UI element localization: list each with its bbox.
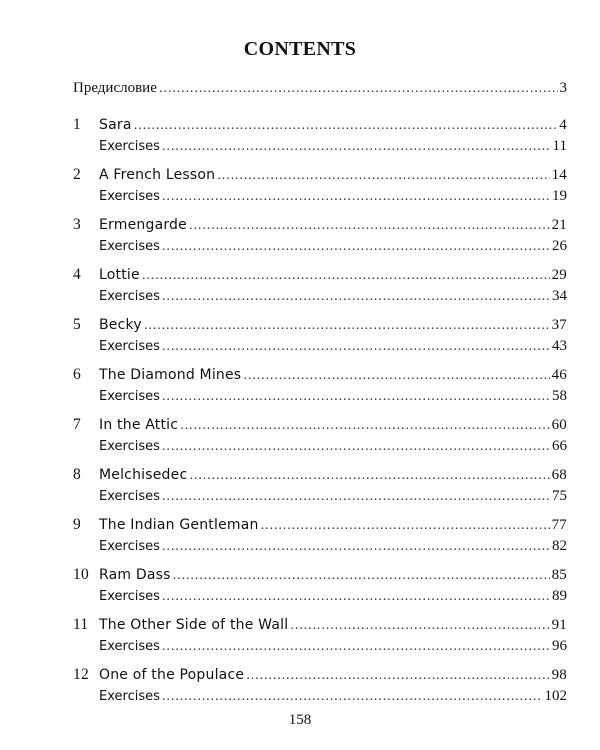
exercises-page: 34 [552,288,567,304]
toc-entry-exercises[interactable] [73,588,567,616]
chapter-number: 2 [73,166,81,183]
chapter-number: 9 [73,516,81,533]
dot-leader [217,168,549,182]
chapter-number: 4 [73,266,81,283]
chapter-page: 91 [551,617,567,633]
chapter-number: 12 [73,666,89,683]
chapter-page: 29 [551,267,567,283]
chapter-number: 1 [73,116,81,133]
toc-entry-chapter[interactable] [73,316,567,338]
dot-leader [162,539,550,553]
chapter-page: 98 [551,667,567,683]
dot-leader [159,81,558,95]
toc-entry-title: Предисловие [73,80,157,96]
toc-entry-chapter[interactable] [73,266,567,288]
exercises-label: Exercises [99,289,160,304]
dot-leader [162,439,550,453]
toc-entry-chapter[interactable] [73,416,567,438]
exercises-page: 75 [552,488,567,504]
dot-leader [243,368,549,382]
exercises-page: 43 [552,338,567,354]
dot-leader [162,689,543,703]
chapter-number: 6 [73,366,81,383]
dot-leader [261,518,550,532]
exercises-page: 11 [552,138,567,154]
dot-leader [246,668,549,682]
dot-leader [162,489,550,503]
dot-leader [180,418,549,432]
chapter-number: 8 [73,466,81,483]
chapter-title: Ram Dass [99,567,171,583]
dot-leader [162,289,550,303]
exercises-label: Exercises [99,339,160,354]
toc-entry-chapter[interactable] [73,116,567,138]
chapter-number: 3 [73,216,81,233]
chapter-page: 4 [559,117,567,133]
toc-entry-exercises[interactable] [73,388,567,416]
dot-leader [162,239,550,253]
exercises-label: Exercises [99,639,160,654]
dot-leader [162,189,550,203]
dot-leader [162,389,550,403]
chapter-page: 21 [551,217,567,233]
exercises-label: Exercises [99,389,160,404]
dot-leader [162,339,550,353]
dot-leader [162,639,550,653]
dot-leader [144,318,550,332]
toc-entry-exercises[interactable] [73,138,567,166]
chapter-page: 60 [551,417,567,433]
toc-entry-chapter[interactable] [73,166,567,188]
toc-entry-chapter[interactable] [73,366,567,388]
dot-leader [290,618,549,632]
chapter-page: 14 [551,167,567,183]
chapter-title: Ermengarde [99,217,187,233]
exercises-page: 96 [552,638,567,654]
chapter-title: In the Attic [99,417,179,433]
chapter-number: 10 [73,566,89,583]
toc-entry-preface[interactable] [73,80,567,110]
chapter-page: 68 [551,467,567,483]
toc-entry-exercises[interactable] [73,488,567,516]
toc-entry-chapter[interactable] [73,216,567,238]
page-number: 158 [288,712,312,728]
page-title: CONTENTS [243,38,357,60]
dot-leader [173,568,550,582]
exercises-label: Exercises [99,239,160,254]
exercises-page: 66 [552,438,567,454]
exercises-label: Exercises [99,439,160,454]
exercises-label: Exercises [99,489,160,504]
toc-entry-chapter[interactable] [73,516,567,538]
exercises-label: Exercises [99,539,160,554]
dot-leader [162,589,550,603]
chapter-title: The Diamond Mines [99,367,242,383]
chapter-page: 85 [551,567,567,583]
chapter-page: 37 [551,317,567,333]
exercises-page: 82 [552,538,567,554]
chapter-title: The Indian Gentleman [99,517,259,533]
chapter-number: 11 [73,616,89,633]
chapter-number: 5 [73,316,81,333]
toc-entry-exercises[interactable] [73,238,567,266]
chapter-title: Lottie [99,267,140,283]
dot-leader [142,268,550,282]
chapter-title: One of the Populace [99,667,245,683]
chapter-number: 7 [73,416,81,433]
exercises-page: 89 [552,588,567,604]
chapter-title: Becky [99,317,142,333]
chapter-list [73,116,567,716]
toc-entry-exercises[interactable] [73,638,567,666]
chapter-page: 46 [551,367,567,383]
exercises-label: Exercises [99,139,160,154]
chapter-title: A French Lesson [99,167,216,183]
table-of-contents [73,80,567,716]
exercises-label: Exercises [99,689,160,704]
exercises-label: Exercises [99,589,160,604]
chapter-page: 77 [551,517,567,533]
dot-leader [134,118,558,132]
exercises-page: 58 [552,388,567,404]
dot-leader [189,218,550,232]
dot-leader [189,468,549,482]
toc-entry-page: 3 [559,80,567,96]
toc-entry-chapter[interactable] [73,566,567,588]
toc-entry-exercises[interactable] [73,538,567,566]
exercises-page: 19 [552,188,567,204]
exercises-page: 26 [552,238,567,254]
exercises-page: 102 [544,688,567,704]
chapter-title: The Other Side of the Wall [99,617,289,633]
toc-entry-chapter[interactable] [73,466,567,488]
toc-entry-chapter[interactable] [73,616,567,638]
exercises-label: Exercises [99,189,160,204]
toc-entry-exercises[interactable] [73,438,567,466]
toc-entry-chapter[interactable] [73,666,567,688]
toc-entry-exercises[interactable] [73,338,567,366]
dot-leader [162,139,551,153]
toc-entry-exercises[interactable] [73,188,567,216]
toc-entry-exercises[interactable] [73,288,567,316]
chapter-title: Melchisedec [99,467,188,483]
chapter-title: Sara [99,117,132,133]
